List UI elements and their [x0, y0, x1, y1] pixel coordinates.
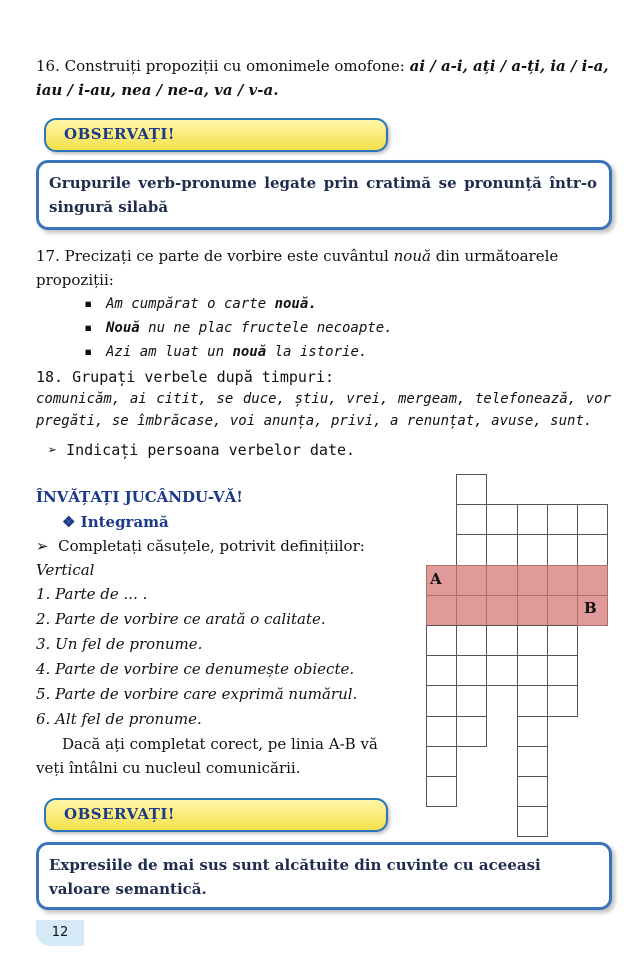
crossword-cell	[517, 655, 548, 686]
definition: 1. Parte de ... .	[36, 585, 148, 603]
list-item: ▪ Am cumpărat o carte nouă.	[80, 292, 611, 316]
section-title: ÎNVĂȚAȚI JUCÂNDU-VĂ!	[36, 488, 243, 506]
crossword-cell	[547, 685, 578, 716]
observe-label: OBSERVAȚI!	[64, 125, 175, 143]
exercise-number: 18.	[36, 368, 64, 386]
crossword-cell	[456, 716, 487, 747]
arrow-icon: ➢	[36, 537, 59, 555]
exercise-text-end: din următoarele propoziții:	[36, 247, 559, 289]
arrow-icon: ➢	[48, 441, 67, 459]
observe-label: OBSERVAȚI!	[64, 805, 175, 823]
definition: 2. Parte de vorbire ce arată o calitate.	[36, 610, 326, 628]
crossword-cell	[426, 716, 457, 747]
crossword-cell	[517, 746, 548, 777]
crossword-cell	[456, 655, 487, 686]
exercise-text: Grupați verbele după timpuri:	[63, 368, 335, 386]
exercise-text: Precizați ce parte de vorbire este cuvântul	[59, 247, 394, 265]
crossword-cell	[426, 685, 457, 716]
crossword-cell	[426, 746, 457, 777]
letter-b: B	[584, 599, 597, 617]
crossword-cell	[517, 565, 548, 596]
crossword-cell	[426, 625, 457, 656]
exercise-task: Indicați persoana verbelor date.	[66, 441, 356, 459]
crossword-cell	[577, 534, 608, 565]
crossword-cell	[426, 595, 457, 626]
crossword-cell	[456, 534, 487, 565]
crossword-cell	[486, 595, 517, 626]
exercise-word: nouă	[393, 247, 431, 265]
observe-text: Grupurile verb-pronume legate prin cratimă se pronunță într-o singură silabă	[49, 174, 597, 216]
crossword-cell	[486, 565, 517, 596]
instruction: Completați căsuțele, potrivit definițiilor:	[58, 537, 365, 555]
crossword-cell	[456, 685, 487, 716]
observe-banner	[44, 798, 388, 832]
crossword-cell	[456, 504, 487, 535]
crossword-cell	[547, 504, 578, 535]
crossword-cell	[517, 685, 548, 716]
crossword-cell	[547, 595, 578, 626]
crossword-cell	[517, 806, 548, 837]
crossword-cell	[577, 565, 608, 596]
verb-list: comunicăm, ai citit, se duce, știu, vrei, mergeam, telefonează, vor pregăti, se îmbrăcase, voi anunța, privi, a renunțat, avuse, sunt.	[36, 391, 611, 429]
crossword-cell	[517, 504, 548, 535]
crossword-cell	[517, 776, 548, 807]
crossword-cell	[517, 625, 548, 656]
exercise-items: ai / a-i, ați / a-ți, ia / i-a, iau / i-au, nea / ne-a, va / v-a.	[36, 57, 609, 99]
crossword-cell	[517, 716, 548, 747]
list-item: ▪ Azi am luat un nouă la istorie.	[80, 340, 611, 364]
definition: 4. Parte de vorbire ce denumește obiecte.	[36, 660, 355, 678]
exercise-number: 16.	[36, 57, 60, 75]
observe-box	[36, 842, 612, 910]
crossword-cell	[547, 655, 578, 686]
definition: 6. Alt fel de pronume.	[36, 710, 202, 728]
crossword-cell	[456, 625, 487, 656]
game-section	[36, 484, 426, 780]
crossword-cell	[486, 504, 517, 535]
exercise-number: 17.	[36, 247, 60, 265]
letter-a: A	[430, 570, 442, 588]
crossword-cell	[426, 655, 457, 686]
observe-text: Expresiile de mai sus sunt alcătuite din cuvinte cu aceeasi valoare semantică.	[49, 856, 541, 898]
definition: 5. Parte de vorbire care exprimă numărul.	[36, 685, 358, 703]
crossword-cell	[456, 595, 487, 626]
crossword-cell	[517, 534, 548, 565]
conclusion: Dacă ați completat corect, pe linia A-B vă veți întâlni cu nucleul comunicării.	[36, 735, 378, 777]
crossword-cell	[456, 565, 487, 596]
crossword-cell	[517, 595, 548, 626]
vertical-label: Vertical	[36, 561, 95, 579]
exercise-text: Construiți propoziții cu omonimele omofone:	[59, 57, 410, 75]
crossword-cell	[456, 474, 487, 505]
section-subtitle: Integramă	[80, 513, 169, 531]
list-item: ▪ Nouă nu ne plac fructele necoapte.	[80, 316, 611, 340]
crossword-cell	[547, 534, 578, 565]
crossword-cell	[486, 655, 517, 686]
crossword-cell	[577, 504, 608, 535]
crossword-cell	[486, 625, 517, 656]
crossword-cell	[547, 565, 578, 596]
crossword-cell	[426, 776, 457, 807]
definition: 3. Un fel de pronume.	[36, 635, 203, 653]
diamond-icon: ❖	[62, 513, 81, 531]
crossword-cell	[486, 534, 517, 565]
page-number: 12	[36, 920, 84, 946]
crossword-cell	[547, 625, 578, 656]
